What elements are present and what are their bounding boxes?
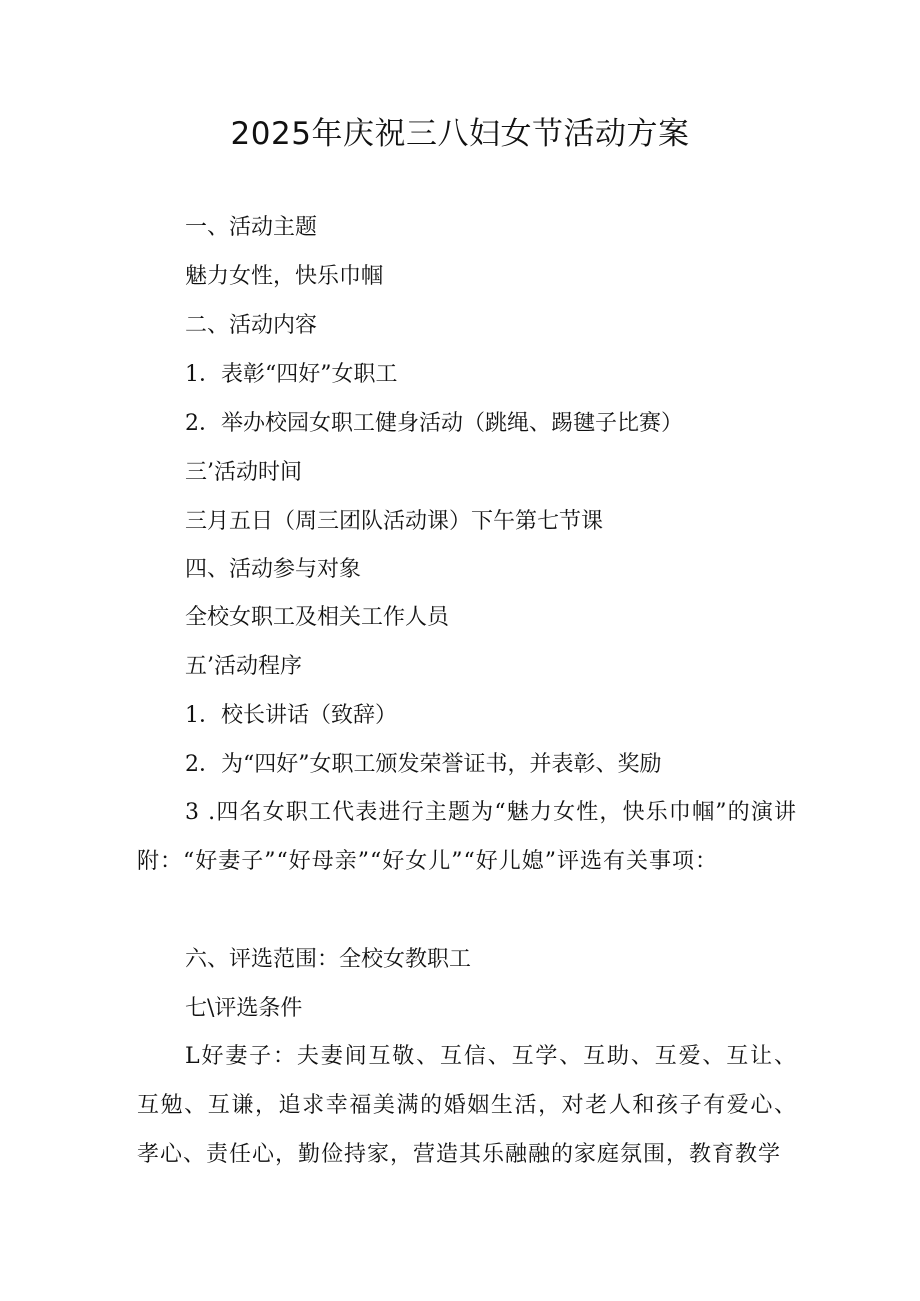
heading-activity-time: 三’活动时间 bbox=[185, 460, 302, 485]
heading-activity-procedure: 五’活动程序 bbox=[185, 654, 302, 679]
procedure-item-2: 2．为“四好”女职工颁发荣誉证书，并表彰、奖励 bbox=[185, 752, 662, 777]
activity-theme-text: 魅力女性，快乐巾帼 bbox=[185, 264, 384, 289]
procedure-item-3-paragraph: 3 .四名女职工代表进行主题为“魅力女性，快乐巾帼”的演讲附：“好妻子”“好母亲”“好女儿”“好儿媳”评选有关事项： bbox=[137, 800, 797, 874]
heading-selection-scope: 六、评选范围：全校女教职工 bbox=[185, 947, 472, 972]
content-item-1: 1．表彰“四好”女职工 bbox=[185, 362, 398, 387]
procedure-item-1: 1．校长讲话（致辞） bbox=[185, 703, 397, 728]
heading-activity-theme: 一、活动主题 bbox=[185, 215, 318, 240]
heading-selection-criteria: 七\评选条件 bbox=[185, 996, 303, 1021]
activity-time-text: 三月五日（周三团队活动课）下午第七节课 bbox=[185, 509, 604, 534]
good-wife-criteria-paragraph: L好妻子：夫妻间互敬、互信、互学、互助、互爱、互让、互勉、互谦，追求幸福美满的婚姻生活，对老人和孩子有爱心、孝心、责任心，勤俭持家，营造其乐融融的家庭氛围，教育教学 bbox=[137, 1044, 797, 1167]
participants-text: 全校女职工及相关工作人员 bbox=[185, 605, 450, 630]
heading-activity-content: 二、活动内容 bbox=[185, 313, 318, 338]
content-item-2: 2．举办校园女职工健身活动（跳绳、踢毽子比赛） bbox=[185, 411, 683, 436]
heading-participants: 四、活动参与对象 bbox=[185, 557, 362, 582]
document-title: 2025年庆祝三八妇女节活动方案 bbox=[230, 116, 690, 152]
